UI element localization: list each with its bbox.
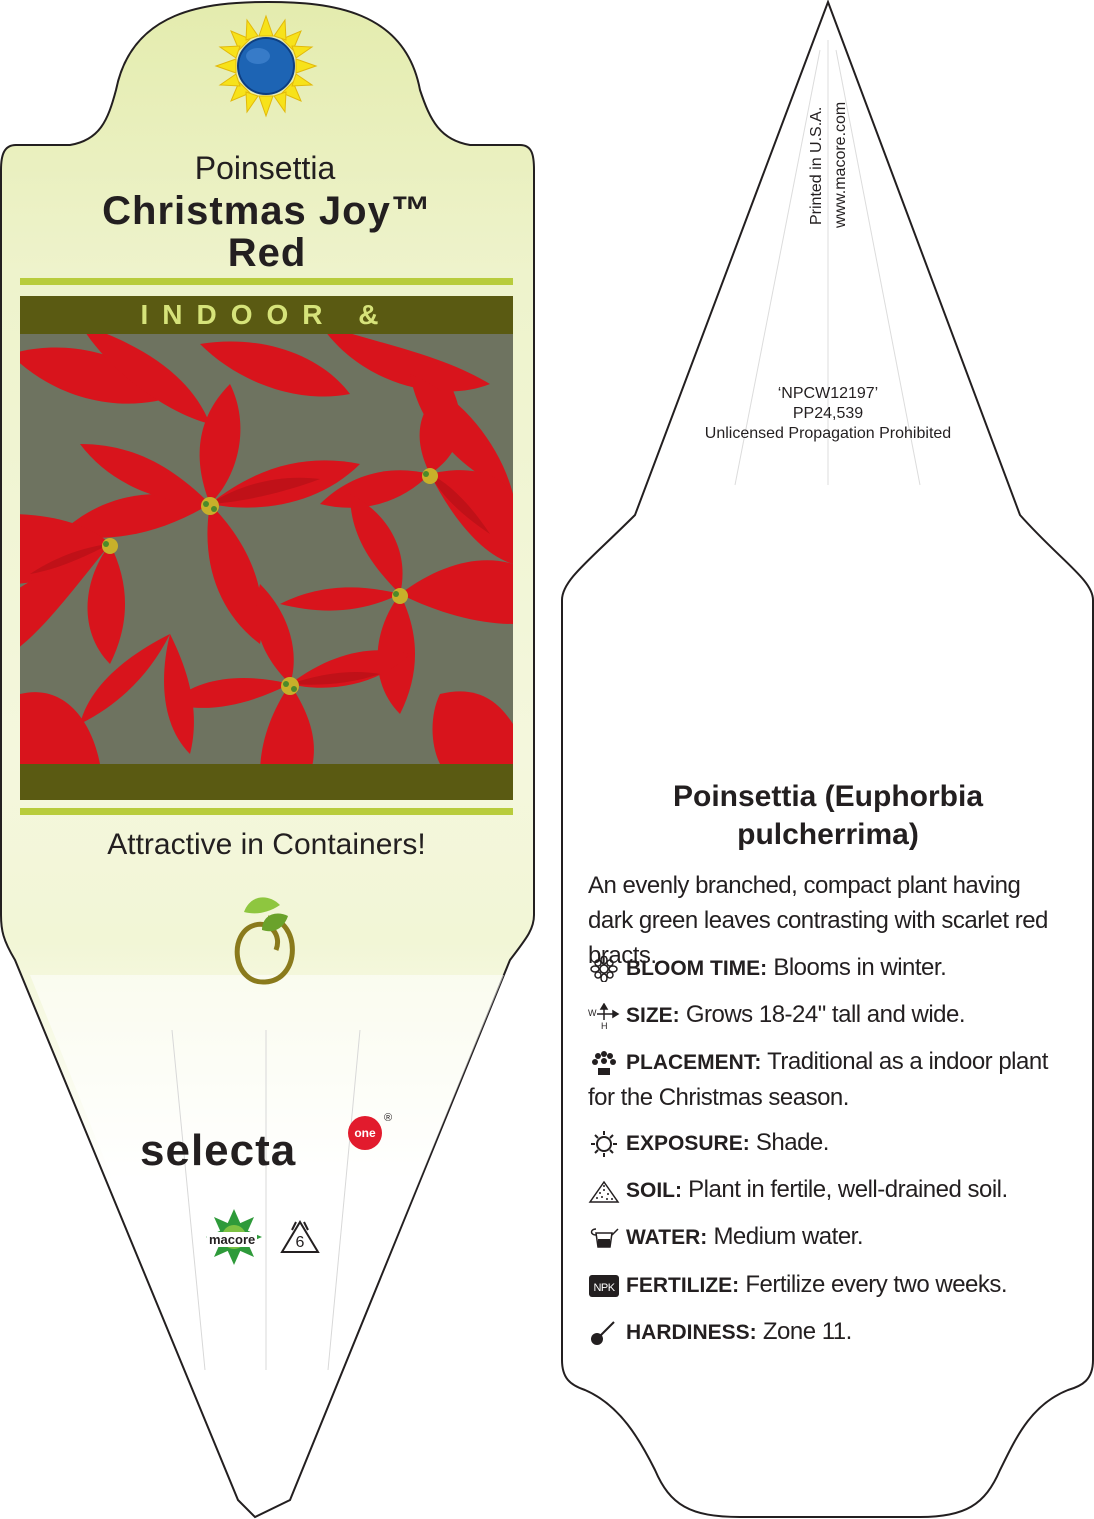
attribute-exposure (588, 1125, 1058, 1161)
tagline: Attractive in Containers! (107, 828, 426, 861)
recycle-code: 6 (295, 1234, 305, 1251)
variety-line-1: Christmas Joy™ (102, 189, 432, 233)
attribute-water (588, 1219, 1058, 1255)
thermometer-icon (588, 1320, 620, 1346)
soil-icon (588, 1178, 620, 1204)
variety-line-2: Red (227, 231, 307, 275)
attribute-label: EXPOSURE: (626, 1132, 750, 1155)
attribute-label: WATER: (626, 1226, 708, 1249)
attribute-label: FERTILIZE: (626, 1274, 740, 1297)
attribute-label: HARDINESS: (626, 1321, 757, 1344)
placement-icon (588, 1050, 620, 1076)
attribute-label: BLOOM TIME: (626, 957, 768, 980)
common-name: Poinsettia (194, 150, 336, 186)
attribute-value: Blooms in winter. (773, 954, 947, 981)
attribute-soil (588, 1172, 1058, 1208)
size-icon-w: W (588, 1007, 596, 1018)
attribute-value: Medium water. (713, 1223, 863, 1250)
npk-icon (588, 1273, 620, 1299)
flower-icon (588, 956, 620, 982)
size-icon-h: H (601, 1020, 607, 1029)
variety-name (20, 190, 514, 274)
attribute-value: Fertilize every two weeks. (745, 1271, 1008, 1298)
sun-logo-icon (216, 16, 316, 116)
selecta-brand-logo: selecta (140, 1126, 297, 1175)
printing-info (800, 60, 860, 230)
attribute-value: Traditional as a indoor plant for the Christmas season. (588, 1048, 1048, 1111)
plant-description: An evenly branched, compact plant having dark green leaves contrasting with scarlet red bracts. (588, 872, 1048, 969)
selecta-one-badge: one (348, 1116, 382, 1150)
attribute-value: Grows 18-24" tall and wide. (685, 1001, 966, 1028)
category-label: INDOOR & (140, 299, 393, 330)
cultivar-code: ‘NPCW12197’ (777, 385, 879, 402)
npk-icon-text: NPK (593, 1281, 615, 1294)
plant-patent-number: PP24,539 (792, 405, 864, 422)
registered-mark: ® (384, 1112, 393, 1124)
botanical-title: Poinsettia (Euphorbia pulcherrima) (672, 780, 984, 851)
attribute-size (588, 997, 1058, 1033)
size-icon (588, 1003, 620, 1029)
patent-info (660, 384, 996, 444)
attribute-label: PLACEMENT: (626, 1051, 762, 1074)
attribute-fertilize (588, 1267, 1058, 1303)
attribute-label: SIZE: (626, 1004, 680, 1027)
propagation-notice: Unlicensed Propagation Prohibited (704, 425, 952, 442)
website-label: www.macore.com (832, 101, 849, 228)
attribute-value: Zone 11. (762, 1318, 852, 1345)
attribute-value: Plant in fertile, well-drained soil. (688, 1176, 1008, 1203)
attribute-bloom-time (588, 950, 1058, 986)
photo-bottom-band (20, 764, 513, 800)
attribute-value: Shade. (755, 1129, 829, 1156)
poinsettia-photo (20, 334, 513, 764)
attribute-placement (588, 1044, 1058, 1115)
printed-in-label: Printed in U.S.A. (808, 106, 825, 225)
sun-icon (588, 1131, 620, 1157)
attribute-label: SOIL: (626, 1179, 682, 1202)
water-icon (588, 1225, 620, 1251)
attribute-hardiness (588, 1314, 1058, 1350)
macore-logo-text: macore (209, 1232, 256, 1247)
